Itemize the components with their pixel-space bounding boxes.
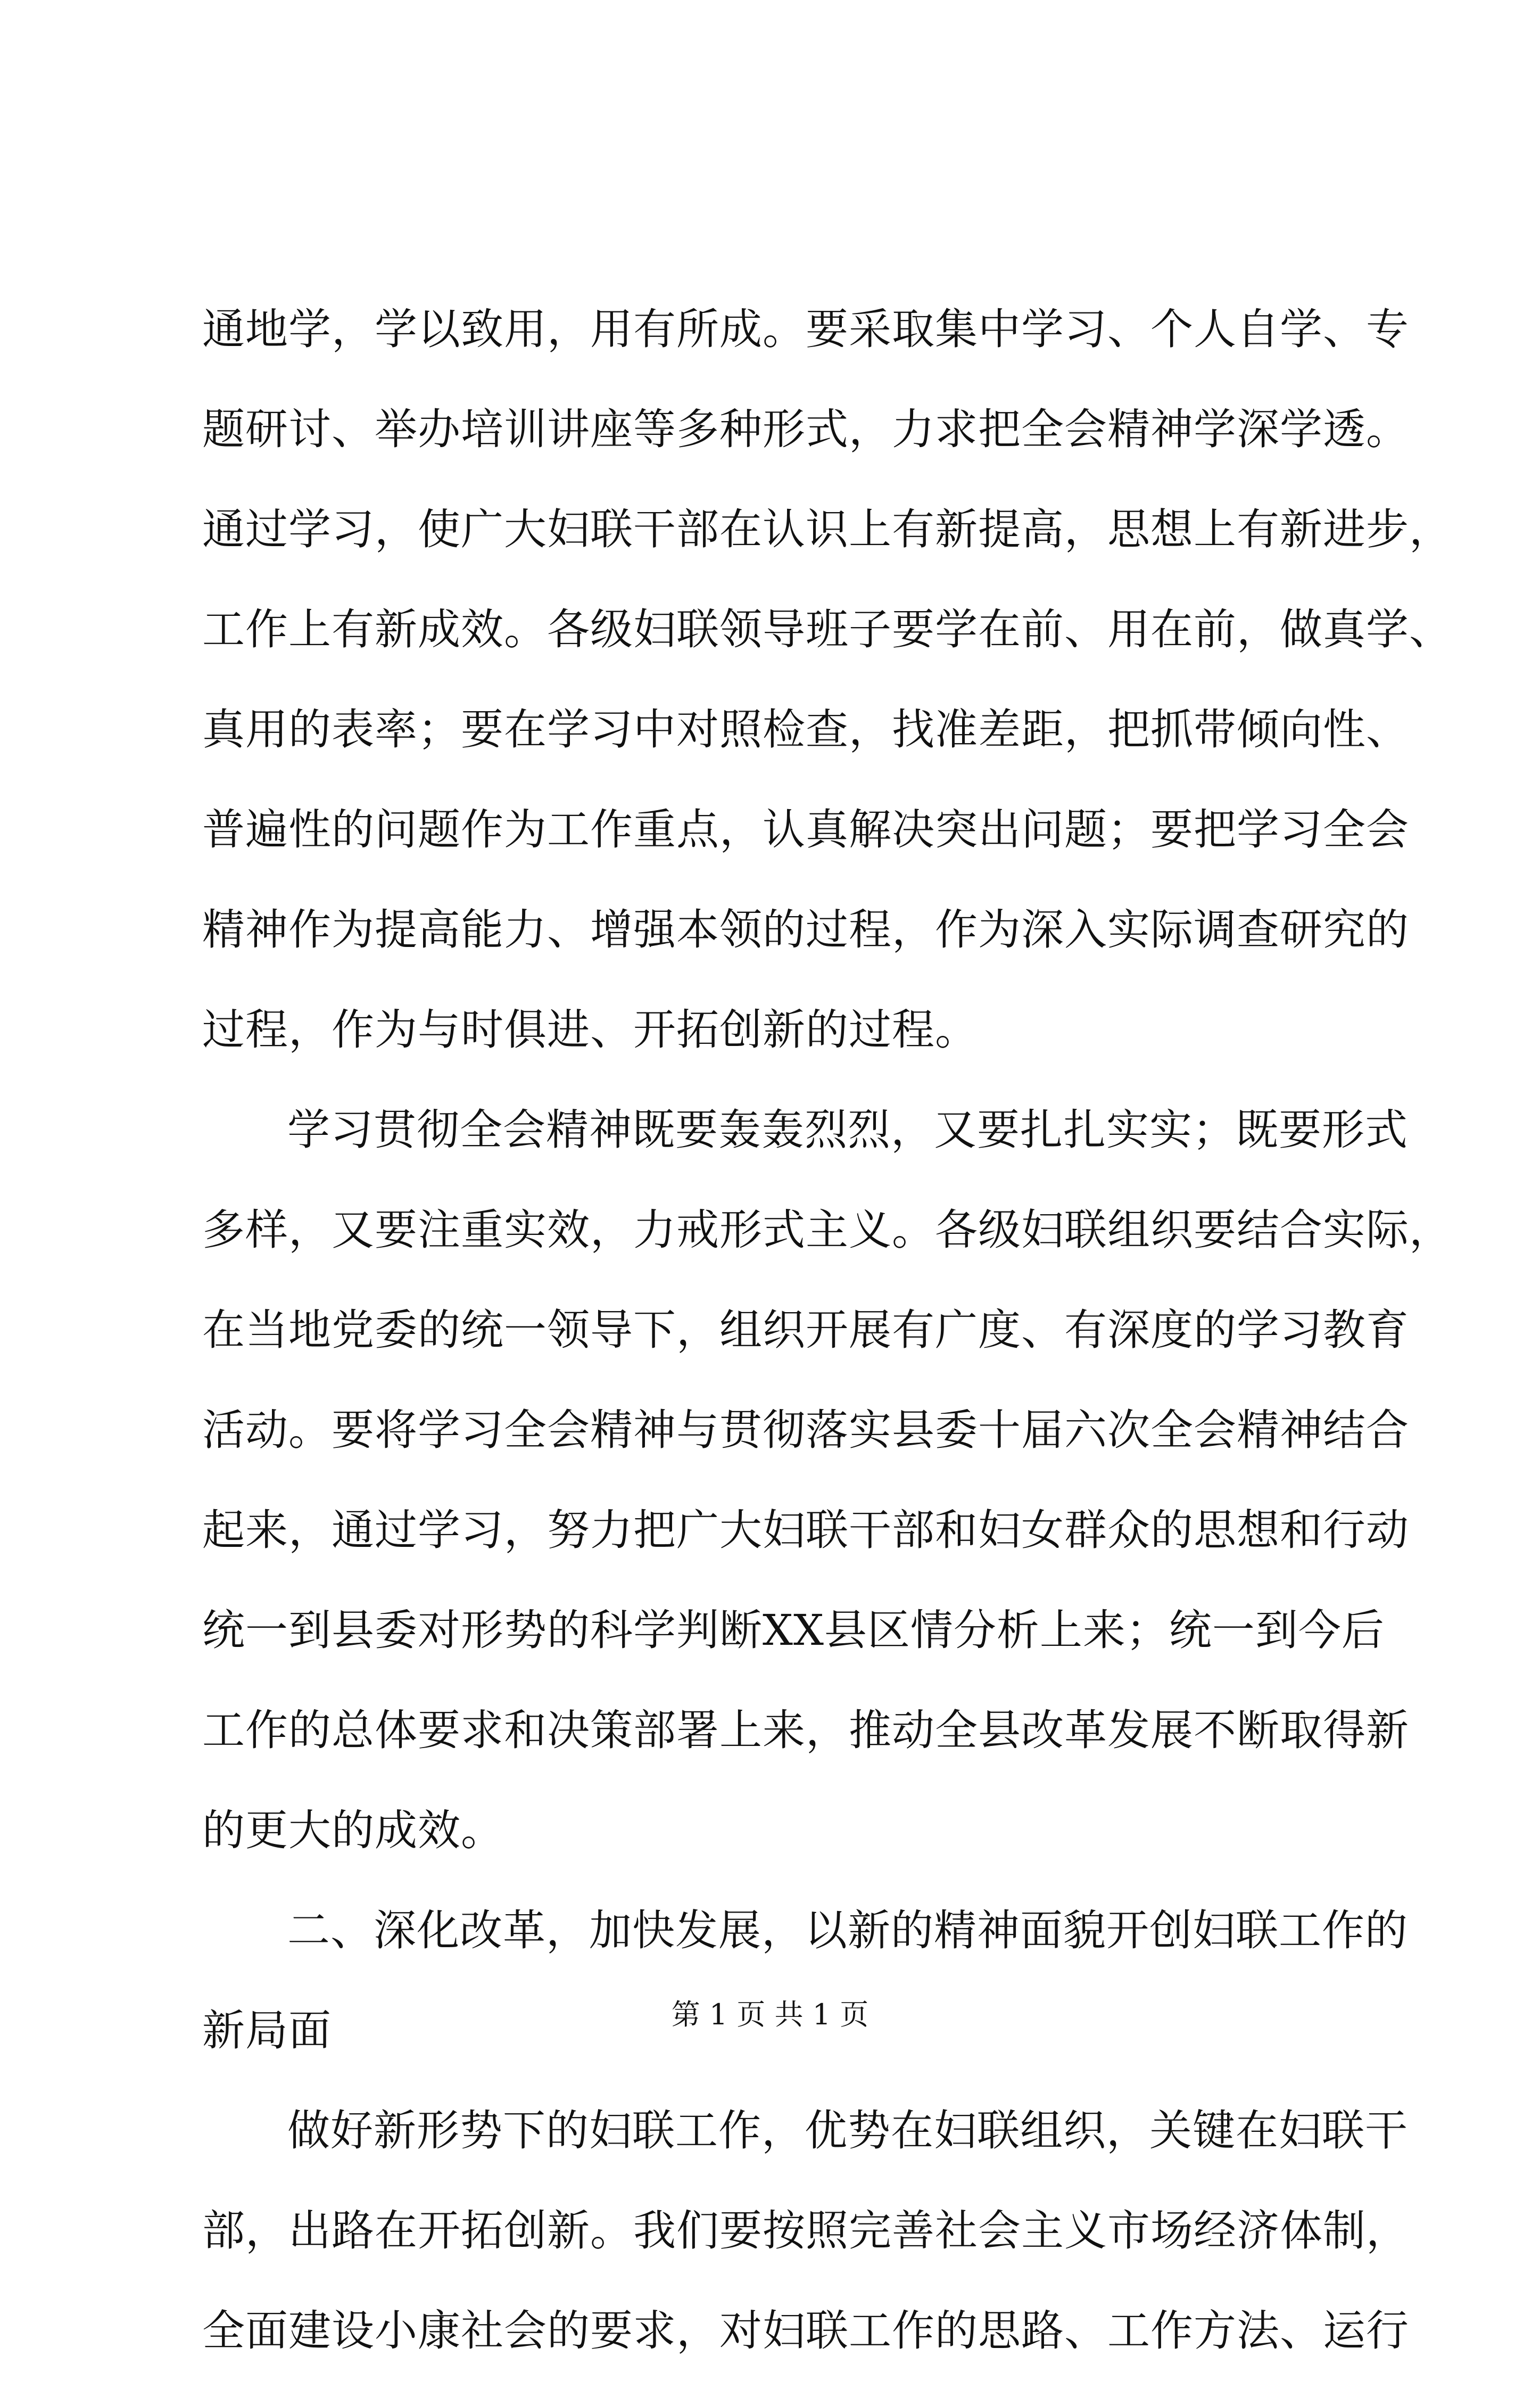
text-line: 全面建设小康社会的要求，对妇联工作的思路、工作方法、运行 — [202, 2306, 1409, 2355]
section-heading-line: 二、深化改革，加快发展，以新的精神面貌开创妇联工作的 — [287, 1906, 1408, 1955]
text-line: 活动。要将学习全会精神与贯彻落实县委十届六次全会精神结合 — [202, 1405, 1409, 1455]
text-line: 真用的表率；要在学习中对照检查，找准差距，把抓带倾向性、 — [202, 705, 1409, 754]
paragraph-start-line: 做好新形势下的妇联工作，优势在妇联组织，关键在妇联干 — [287, 2106, 1408, 2155]
section-heading-line: 新局面 — [202, 2006, 332, 2055]
text-line: 工作上有新成效。各级妇联领导班子要学在前、用在前，做真学、 — [202, 605, 1452, 654]
text-line: 的更大的成效。 — [202, 1806, 504, 1855]
text-line: 起来，通过学习，努力把广大妇联干部和妇女群众的思想和行动 — [202, 1505, 1409, 1555]
text-line: 精神作为提高能力、增强本领的过程，作为深入实际调查研究的 — [202, 905, 1409, 954]
text-line: 过程，作为与时俱进、开拓创新的过程。 — [202, 1005, 978, 1054]
text-line: 多样，又要注重实效，力戒形式主义。各级妇联组织要结合实际， — [202, 1205, 1452, 1255]
text-line: 统一到县委对形势的科学判断XX县区情分析上来；统一到今后 — [202, 1605, 1385, 1655]
text-line: 在当地党委的统一领导下，组织开展有广度、有深度的学习教育 — [202, 1305, 1409, 1355]
text-line: 工作的总体要求和决策部署上来，推动全县改革发展不断取得新 — [202, 1706, 1409, 1755]
text-line: 通地学，学以致用，用有所成。要采取集中学习、个人自学、专 — [202, 304, 1409, 354]
text-line: 题研讨、举办培训讲座等多种形式，力求把全会精神学深学透。 — [202, 405, 1409, 454]
paragraph-start-line: 学习贯彻全会精神既要轰轰烈烈，又要扎扎实实；既要形式 — [287, 1105, 1408, 1155]
page-number-footer: 第 1 页 共 1 页 — [671, 1998, 869, 2031]
text-line: 部，出路在开拓创新。我们要按照完善社会主义市场经济体制， — [202, 2206, 1409, 2255]
text-line: 通过学习，使广大妇联干部在认识上有新提高，思想上有新进步， — [202, 505, 1452, 554]
document-body — [202, 279, 1452, 2381]
text-line: 普遍性的问题作为工作重点，认真解决突出问题；要把学习全会 — [202, 805, 1409, 854]
